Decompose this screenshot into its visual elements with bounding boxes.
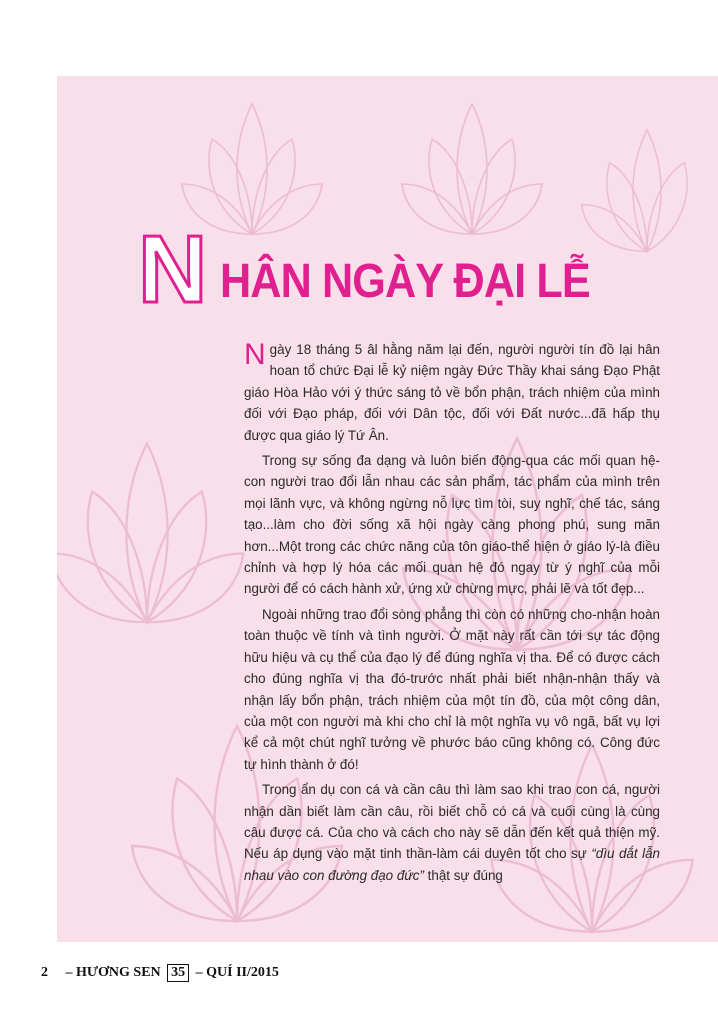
page-footer — [41, 963, 279, 983]
quote-text: “dìu dắt lẫn nhau vào con đường đạo đức” — [244, 846, 661, 883]
article-title — [138, 216, 718, 323]
article-paragraph-4 — [244, 779, 660, 886]
footer-dash: – — [195, 965, 203, 980]
magazine-name: HƯƠNG SEN — [76, 965, 161, 980]
drop-cap: N — [244, 338, 266, 371]
article-paragraph-3: Ngoài những trao đổi sòng phẳng thì còn có những cho-nhận hoàn toàn thuộc về tính và tình người. Ở mặt này rất cần tới sự tác động hữu hiệu và cụ thể của đạo lý để đúng nghĩa vị tha. Để có được cách cho đúng nghĩa vị tha đó-trước nhất phải biết nhận-nhận thấy và nhận lấy bổn phận, trách nhiệm của một tín đồ, của một công dân, của một con người mà khi cho chỉ là một nghĩa vụ vô ngã, bất vụ lợi kể cả một chút nghĩ tưởng về phước báo cũng không có. Công đức tự hình thành ở đó! — [244, 606, 660, 772]
lotus-watermark-icon — [397, 84, 547, 244]
title-initial-letter: N — [138, 216, 206, 323]
lotus-watermark-icon — [57, 416, 257, 636]
article-paragraph-1 — [244, 339, 660, 446]
paragraph-text: thật sự đúng — [423, 867, 503, 883]
article-paragraph-2: Trong sự sống đa dạng và luôn biến động-qua các mối quan hệ-con người trao đổi lẫn nhau các sản phẩm, tác phẩm của mình trên mọi lãnh vực, và không ngừng nỗ lực tìm tòi, suy nghĩ, chế tác, sáng tạo...làm cho đời sống xã hội ngày càng phong phú, sung mãn hơn...Một trong các chức năng của tôn giáo-thể hiện ở giáo lý-là điều chỉnh và hợp lý hóa các mối quan hệ đó ngay từ ý nghĩ của mỗi người để có cách hành xử, ứng xử chừng mực, phải lẽ và tốt đẹp... — [244, 453, 660, 597]
issue-number-badge: 35 — [167, 964, 189, 982]
page-number: 2 — [41, 965, 48, 980]
paragraph-text: gày 18 tháng 5 âl hằng năm lại đến, người người tín đồ lại hân hoan tổ chức Đại lễ kỷ niệm ngày Đức Thầy khai sáng Đạo Phật giáo Hòa Hảo với ý thức sáng tỏ về bổn phận, trách nhiệm của mình đối với Đạo pháp, đối với Dân tộc, đối với Đất nước...đã hấp thụ được qua giáo lý Tứ Ân. — [244, 342, 660, 443]
paragraph-text: Trong ẩn dụ con cá và cần câu thì làm sao khi trao con cá, người nhận dần biết làm cần câu, rồi biết chỗ có cá và cuối cùng là cùng câu được cá. Của cho và cách cho này sẽ dẫn đến kết quả thiện mỹ. Nếu áp dụng vào mặt tinh thần-làm cái duyên tốt cho sự — [244, 782, 660, 862]
issue-quarter: QUÍ II/2015 — [206, 965, 279, 980]
title-text: HÂN NGÀY ĐẠI LỄ — [220, 255, 590, 308]
article-body — [244, 339, 660, 890]
footer-dash: – — [65, 965, 73, 980]
